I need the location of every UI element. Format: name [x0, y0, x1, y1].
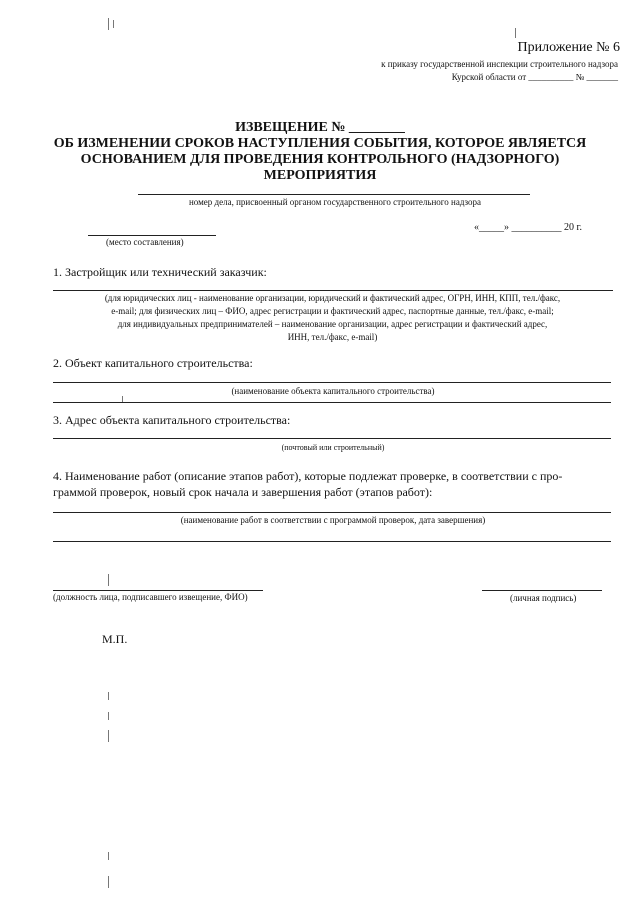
address-label: 3. Адрес объекта капитального строительства: [53, 413, 291, 427]
object-label: 2. Объект капитального строительства: [53, 356, 253, 370]
scan-mark [108, 18, 109, 30]
order-reference-date: Курской области от __________ № _______ [451, 72, 618, 82]
developer-caption-line: (для юридических лиц - наименование организации, юридический и фактический адрес, ОГРН, ИНН, КПП, тел./факс, [104, 293, 561, 303]
signature-caption: (личная подпись) [510, 593, 577, 603]
place-line [88, 235, 216, 236]
case-number-line [138, 194, 530, 195]
works-line-2 [53, 541, 611, 542]
notice-title-line-2: ОБ ИЗМЕНЕНИИ СРОКОВ НАСТУПЛЕНИЯ СОБЫТИЯ, КОТОРОЕ ЯВЛЯЕТСЯ [53, 136, 587, 151]
notice-title-line-4: МЕРОПРИЯТИЯ [263, 168, 377, 183]
object-line-2 [53, 402, 611, 403]
developer-caption [40, 292, 625, 344]
object-caption: (наименование объекта капитального строительства) [231, 386, 435, 396]
place-caption: (место составления) [106, 237, 184, 247]
works-label-line-2: граммой проверок, новый срок начала и завершения работ (этапов работ): [53, 485, 433, 499]
position-caption: (должность лица, подписавшего извещение, ФИО) [53, 592, 248, 602]
scan-mark [108, 692, 109, 700]
scan-mark [113, 20, 114, 28]
developer-caption-line: e-mail; для физических лиц – ФИО, адрес регистрации и фактический адрес, паспортные данные, тел./факс, e-mail; [111, 306, 554, 316]
scan-mark [108, 852, 109, 860]
scan-mark [108, 574, 109, 586]
works-label-line-1: 4. Наименование работ (описание этапов работ), которые подлежат проверке, в соответствии с про- [53, 469, 563, 483]
scan-mark [515, 28, 516, 38]
date-field: «_____» __________ 20 г. [474, 222, 582, 233]
developer-caption-line: для индивидуальных предпринимателей – наименование организации, адрес регистрации и фактический адрес, [117, 319, 548, 329]
developer-label: 1. Застройщик или технический заказчик: [53, 265, 267, 279]
order-reference: к приказу государственной инспекции строительного надзора [381, 59, 618, 69]
developer-line [53, 290, 613, 291]
scan-mark [108, 730, 109, 742]
notice-title-line-3: ОСНОВАНИЕМ ДЛЯ ПРОВЕДЕНИЯ КОНТРОЛЬНОГО (НАДЗОРНОГО) [80, 152, 560, 167]
notice-title-number: ИЗВЕЩЕНИЕ № ________ [235, 120, 405, 135]
scan-mark [122, 396, 123, 402]
case-number-caption: номер дела, присвоенный органом государственного строительного надзора [188, 197, 482, 207]
developer-caption-line: ИНН, тел./факс, e-mail) [287, 332, 378, 342]
scan-mark [108, 876, 109, 888]
object-line [53, 382, 611, 383]
address-line [53, 438, 611, 439]
appendix-label: Приложение № 6 [517, 40, 620, 55]
works-line [53, 512, 611, 513]
scan-mark [108, 712, 109, 720]
works-caption: (наименование работ в соответствии с программой проверок, дата завершения) [180, 515, 486, 525]
stamp-place: М.П. [102, 632, 128, 646]
signature-line [482, 590, 602, 591]
position-line [53, 590, 263, 591]
address-caption: (почтовый или строительный) [281, 443, 385, 452]
